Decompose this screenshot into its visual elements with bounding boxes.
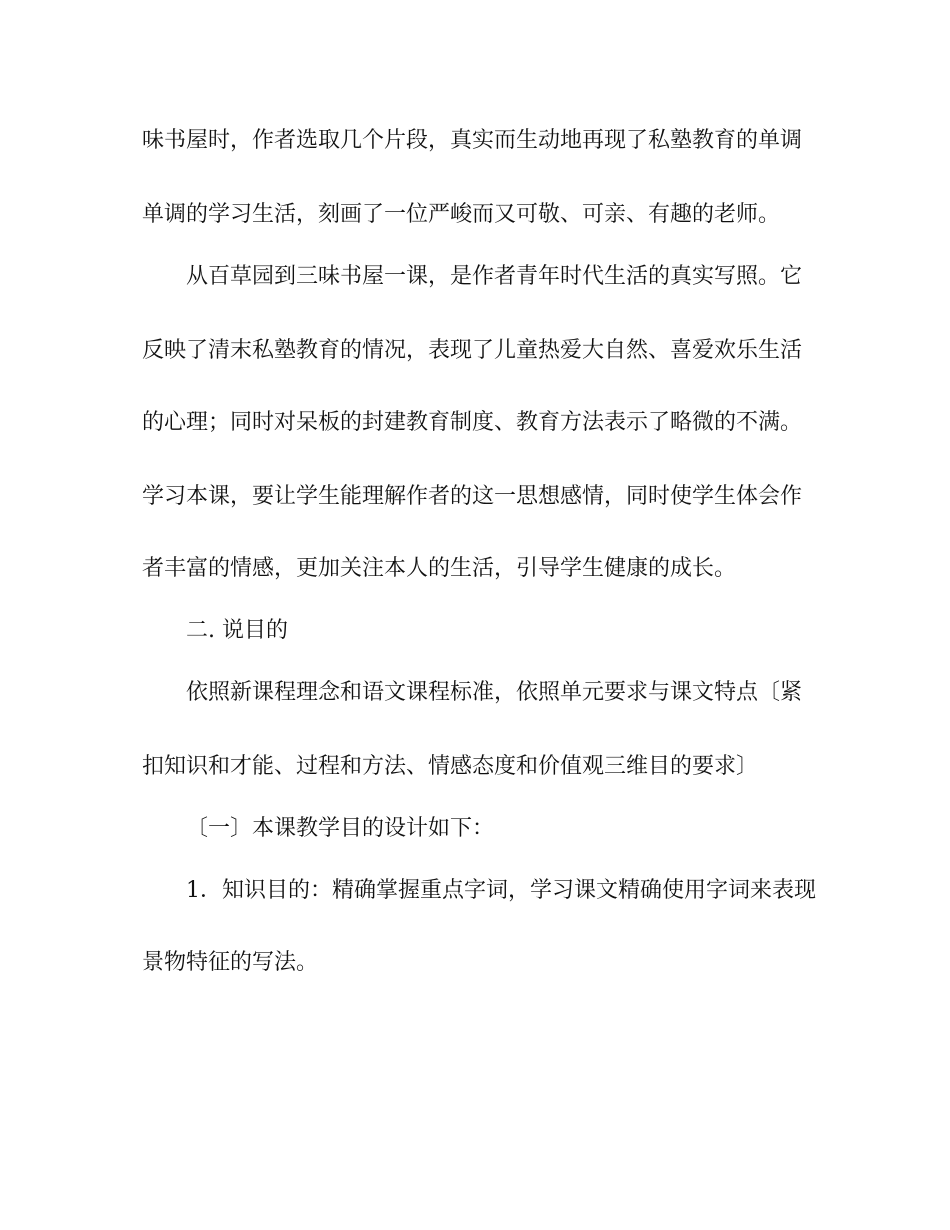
list-item-line: 1．知识目的：精确掌握重点字词，学习课文精确使用字词来表现 bbox=[186, 878, 816, 903]
subsection-heading: 〔一〕本课教学目的设计如下： bbox=[186, 816, 495, 841]
paragraph-start-line: 依照新课程理念和语文课程标准，依照单元要求与课文特点〔紧 bbox=[186, 680, 803, 705]
text-line: 味书屋时，作者选取几个片段，真实而生动地再现了私塾教育的单调 bbox=[142, 128, 803, 153]
text-line: 反映了清末私塾教育的情况，表现了儿童热爱大自然、喜爱欢乐生活 bbox=[142, 338, 803, 363]
section-heading: 二. 说目的 bbox=[186, 618, 288, 643]
text-line: 者丰富的情感，更加关注本人的生活，引导学生健康的成长。 bbox=[142, 556, 737, 581]
text-line: 的心理；同时对呆板的封建教育制度、教育方法表示了略微的不满。 bbox=[142, 410, 803, 435]
text-line: 景物特征的写法。 bbox=[142, 950, 319, 975]
paragraph-start-line: 从百草园到三味书屋一课，是作者青年时代生活的真实写照。它 bbox=[186, 264, 803, 289]
text-line: 单调的学习生活，刻画了一位严峻而又可敬、可亲、有趣的老师。 bbox=[142, 202, 781, 227]
text-line: 学习本课，要让学生能理解作者的这一思想感情，同时使学生体会作 bbox=[142, 484, 803, 509]
text-line: 扣知识和才能、过程和方法、情感态度和价值观三维目的要求〕 bbox=[142, 754, 759, 779]
